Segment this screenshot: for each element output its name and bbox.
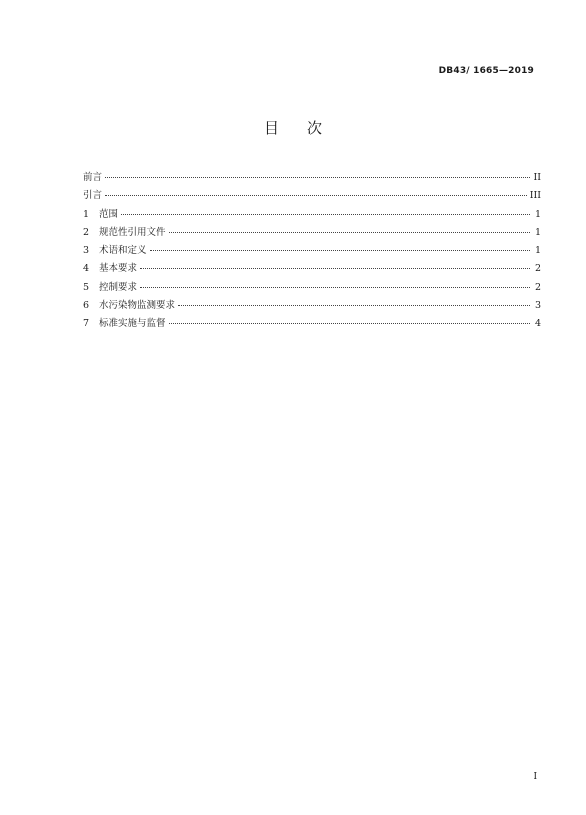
toc-entry-label: 水污染物监测要求 [99,300,176,312]
toc-entry-number: 1 [83,208,90,220]
toc-entry-label: 范围 [99,208,119,220]
toc-entry-page: 2 [534,281,541,293]
toc-entry-scope[interactable] [83,206,541,224]
toc-entry-page: II [533,172,541,183]
toc-leader-dots [140,268,530,269]
toc-entry-page: 4 [534,318,541,330]
toc-entry-implementation-supervision[interactable] [83,315,541,333]
toc-leader-dots [105,195,527,196]
toc-leader-dots [178,305,530,306]
toc-entry-basic-requirements[interactable] [83,260,541,278]
toc-entry-number: 5 [83,281,90,293]
toc-entry-label: 规范性引用文件 [99,226,166,238]
toc-entry-label: 前言 [83,172,103,183]
toc-leader-dots [105,177,530,178]
toc-title-char-2: 次 [307,119,323,137]
toc-entry-page: 1 [534,208,541,220]
toc-entry-monitoring-requirements[interactable] [83,297,541,315]
toc-leader-dots [150,250,530,251]
toc-title [0,117,586,138]
toc-leader-dots [169,232,530,233]
toc-entry-number: 6 [83,300,90,312]
standard-code: DB43/ 1665—2019 [438,66,534,76]
toc-entry-label: 控制要求 [99,281,138,293]
toc-entry-normative-references[interactable] [83,224,541,242]
toc-entry-page: 2 [534,263,541,275]
toc-entry-number: 4 [83,263,90,275]
toc-entry-introduction[interactable] [83,187,541,205]
toc-entry-page: 1 [534,226,541,238]
toc-leader-dots [169,323,530,324]
page-number: I [533,772,537,782]
toc-entry-page: 1 [534,245,541,257]
toc-entry-number: 2 [83,226,90,238]
toc-entry-label: 标准实施与监督 [99,318,166,330]
toc-entry-label: 基本要求 [99,263,138,275]
table-of-contents [83,169,541,334]
toc-entry-number: 3 [83,245,90,257]
toc-entry-number: 7 [83,318,90,330]
toc-entry-foreword[interactable] [83,169,541,187]
toc-leader-dots [140,287,530,288]
toc-entry-control-requirements[interactable] [83,279,541,297]
toc-entry-label: 引言 [83,190,103,202]
toc-entry-label: 术语和定义 [99,245,147,257]
toc-title-char-1: 目 [263,119,279,137]
toc-entry-page: III [529,190,541,202]
toc-entry-terms-definitions[interactable] [83,242,541,260]
toc-leader-dots [121,214,530,215]
toc-entry-page: 3 [534,300,541,312]
